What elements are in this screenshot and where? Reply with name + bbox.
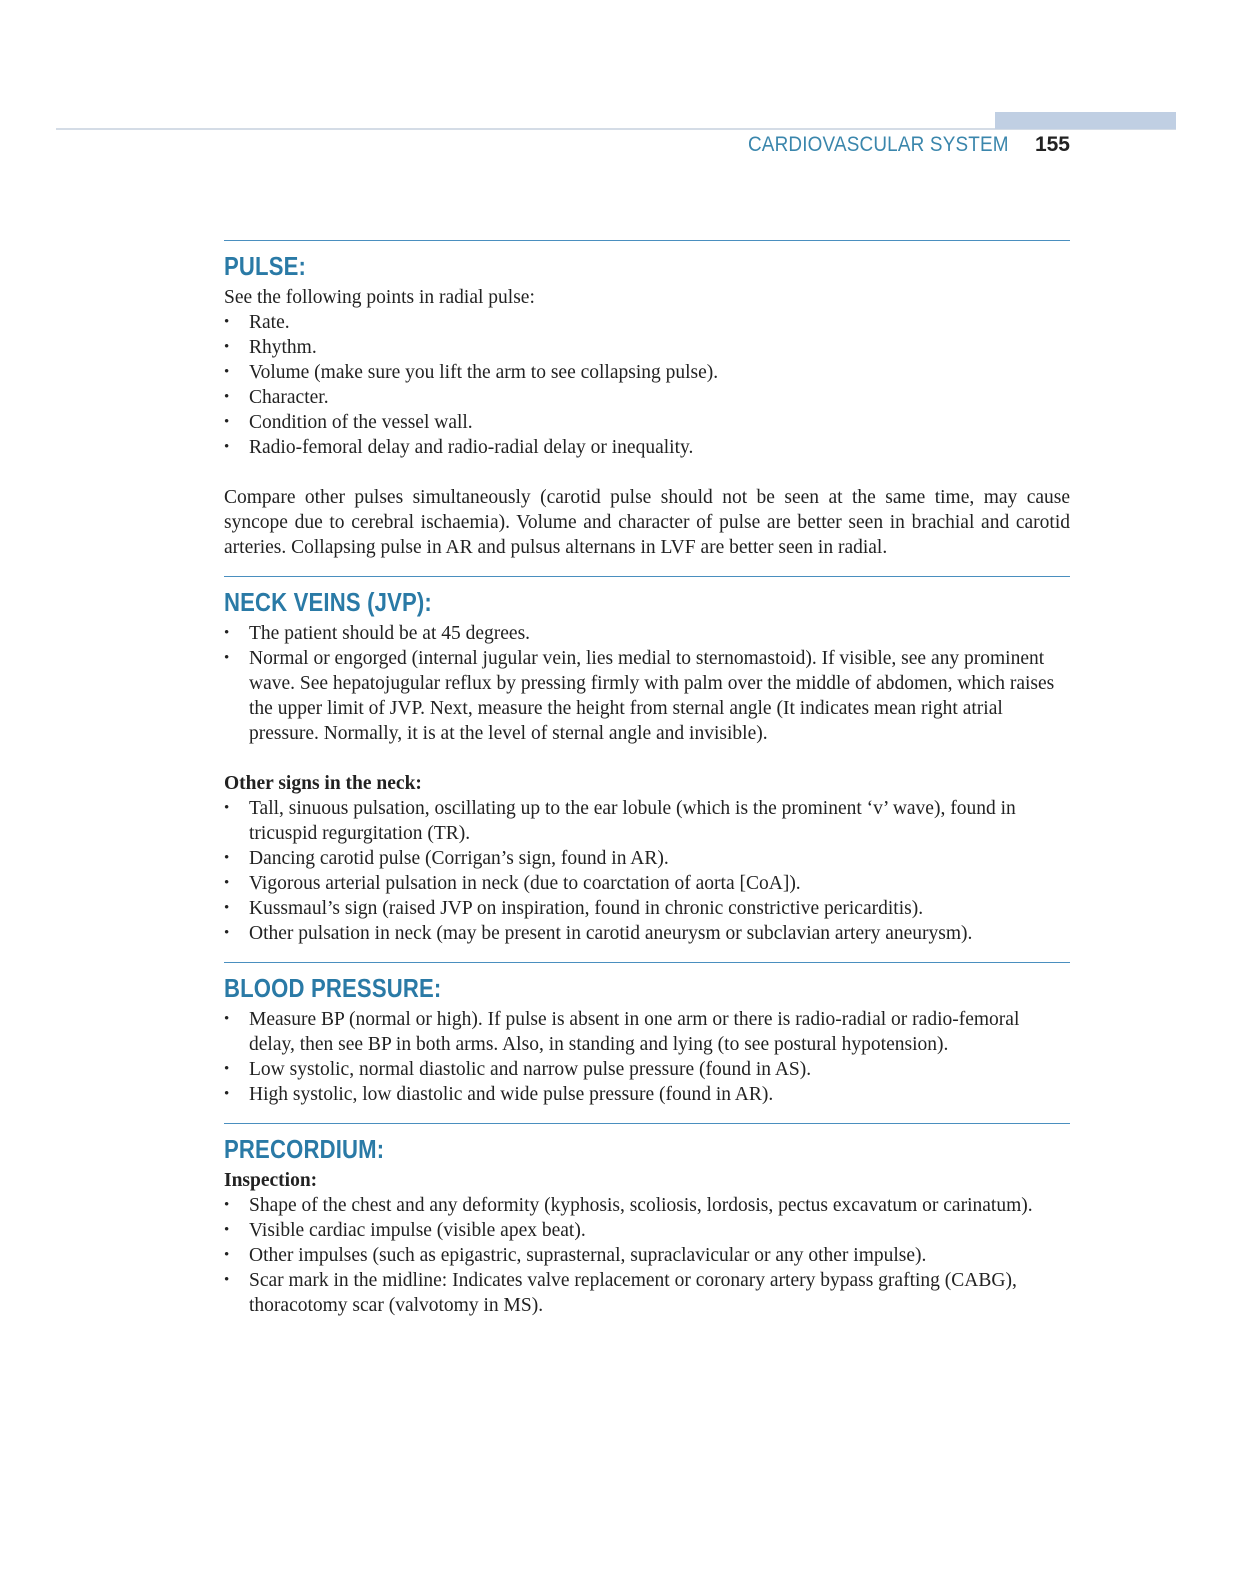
inspection-list [224,1193,1070,1318]
list-item: • Normal or engorged (internal jugular vein, lies medial to sternomastoid). If visible, see any prominent wave. See hepatojugular reflux by pressing firmly with palm over the middle of abdomen, which raises the upper limit of JVP. Next, measure the height from sternal angle (It indicates mean right atrial pressure. Normally, it is at the level of sternal angle and invisible). [224,648,1055,744]
section-neck-veins [224,576,1070,946]
header-tab-bar [995,112,1176,129]
list-item: • Tall, sinuous pulsation, oscillating up to the ear lobule (which is the prominent ‘v’ wave), found in tricuspid regurgitation (TR). [224,798,1016,844]
bullet-icon: • [224,1247,230,1263]
list-item: • Measure BP (normal or high). If pulse is absent in one arm or there is radio-radial or radio-femoral delay, then see BP in both arms. Also, in standing and lying (to see postural hypotension). [224,1009,1020,1055]
bullet-icon: • [224,314,230,330]
bullet-icon: • [224,900,230,916]
list-item: • Rhythm. [224,337,317,358]
bullet-icon: • [224,650,230,666]
bullet-icon: • [224,339,230,355]
list-item: • Condition of the vessel wall. [224,412,473,433]
neck-veins-list [224,621,1070,746]
list-item: • Shape of the chest and any deformity (kyphosis, scoliosis, lordosis, pectus excavatum or carinatum). [224,1195,1033,1216]
bullet-icon: • [224,1061,230,1077]
section-blood-pressure [224,962,1070,1107]
other-signs-list [224,796,1070,946]
bullet-icon: • [224,625,230,641]
bullet-icon: • [224,1086,230,1102]
list-item: • Dancing carotid pulse (Corrigan’s sign, found in AR). [224,848,669,869]
page-content [224,240,1070,1318]
section-precordium [224,1123,1070,1318]
list-item: • Other impulses (such as epigastric, suprasternal, supraclavicular or any other impulse). [224,1245,927,1266]
list-item: • Kussmaul’s sign (raised JVP on inspiration, found in chronic constrictive pericarditis). [224,898,924,919]
bullet-icon: • [224,364,230,380]
intro-text: See the following points in radial pulse: [224,287,535,308]
section-pulse [224,240,1070,560]
bullet-icon: • [224,1222,230,1238]
bullet-icon: • [224,850,230,866]
list-item: • Character. [224,387,329,408]
list-item: • Rate. [224,312,290,333]
section-title: BLOOD PRESSURE: [224,973,442,1003]
list-item: • Low systolic, normal diastolic and narrow pulse pressure (found in AS). [224,1059,812,1080]
list-item: • Radio-femoral delay and radio-radial delay or inequality. [224,437,694,458]
list-item: • Other pulsation in neck (may be present in carotid aneurysm or subclavian artery aneurysm). [224,923,973,944]
section-title: NECK VEINS (JVP): [224,587,432,617]
list-item: • Scar mark in the midline: Indicates valve replacement or coronary artery bypass grafting (CABG), thoracotomy scar (valvotomy in MS). [224,1270,1017,1316]
bullet-icon: • [224,800,230,816]
bullet-icon: • [224,389,230,405]
list-item: • Volume (make sure you lift the arm to see collapsing pulse). [224,362,719,383]
list-item: • The patient should be at 45 degrees. [224,623,531,644]
bullet-icon: • [224,875,230,891]
bullet-icon: • [224,1272,230,1288]
running-title: CARDIOVASCULAR SYSTEM [748,133,1009,156]
subheading: Inspection: [224,1170,318,1191]
section-title: PULSE: [224,251,307,281]
subheading: Other signs in the neck: [224,773,422,794]
section-title: PRECORDIUM: [224,1134,385,1164]
bullet-icon: • [224,925,230,941]
blood-pressure-list [224,1007,1070,1107]
pulse-list [224,310,1070,460]
bullet-icon: • [224,1011,230,1027]
pulse-paragraph: Compare other pulses simultaneously (carotid pulse should not be seen at the same time, may cause syncope due to cerebral ischaemia). Volume and character of pulse are better seen in brachial and carotid arteries. Collapsing pulse in AR and pulsus alternans in LVF are better seen in radial. [224,487,1070,558]
bullet-icon: • [224,1197,230,1213]
page-number: 155 [1034,133,1070,156]
list-item: • Vigorous arterial pulsation in neck (due to coarctation of aorta [CoA]). [224,873,801,894]
running-head [0,133,1070,157]
bullet-icon: • [224,414,230,430]
list-item: • Visible cardiac impulse (visible apex beat). [224,1220,586,1241]
list-item: • High systolic, low diastolic and wide pulse pressure (found in AR). [224,1084,774,1105]
bullet-icon: • [224,439,230,455]
